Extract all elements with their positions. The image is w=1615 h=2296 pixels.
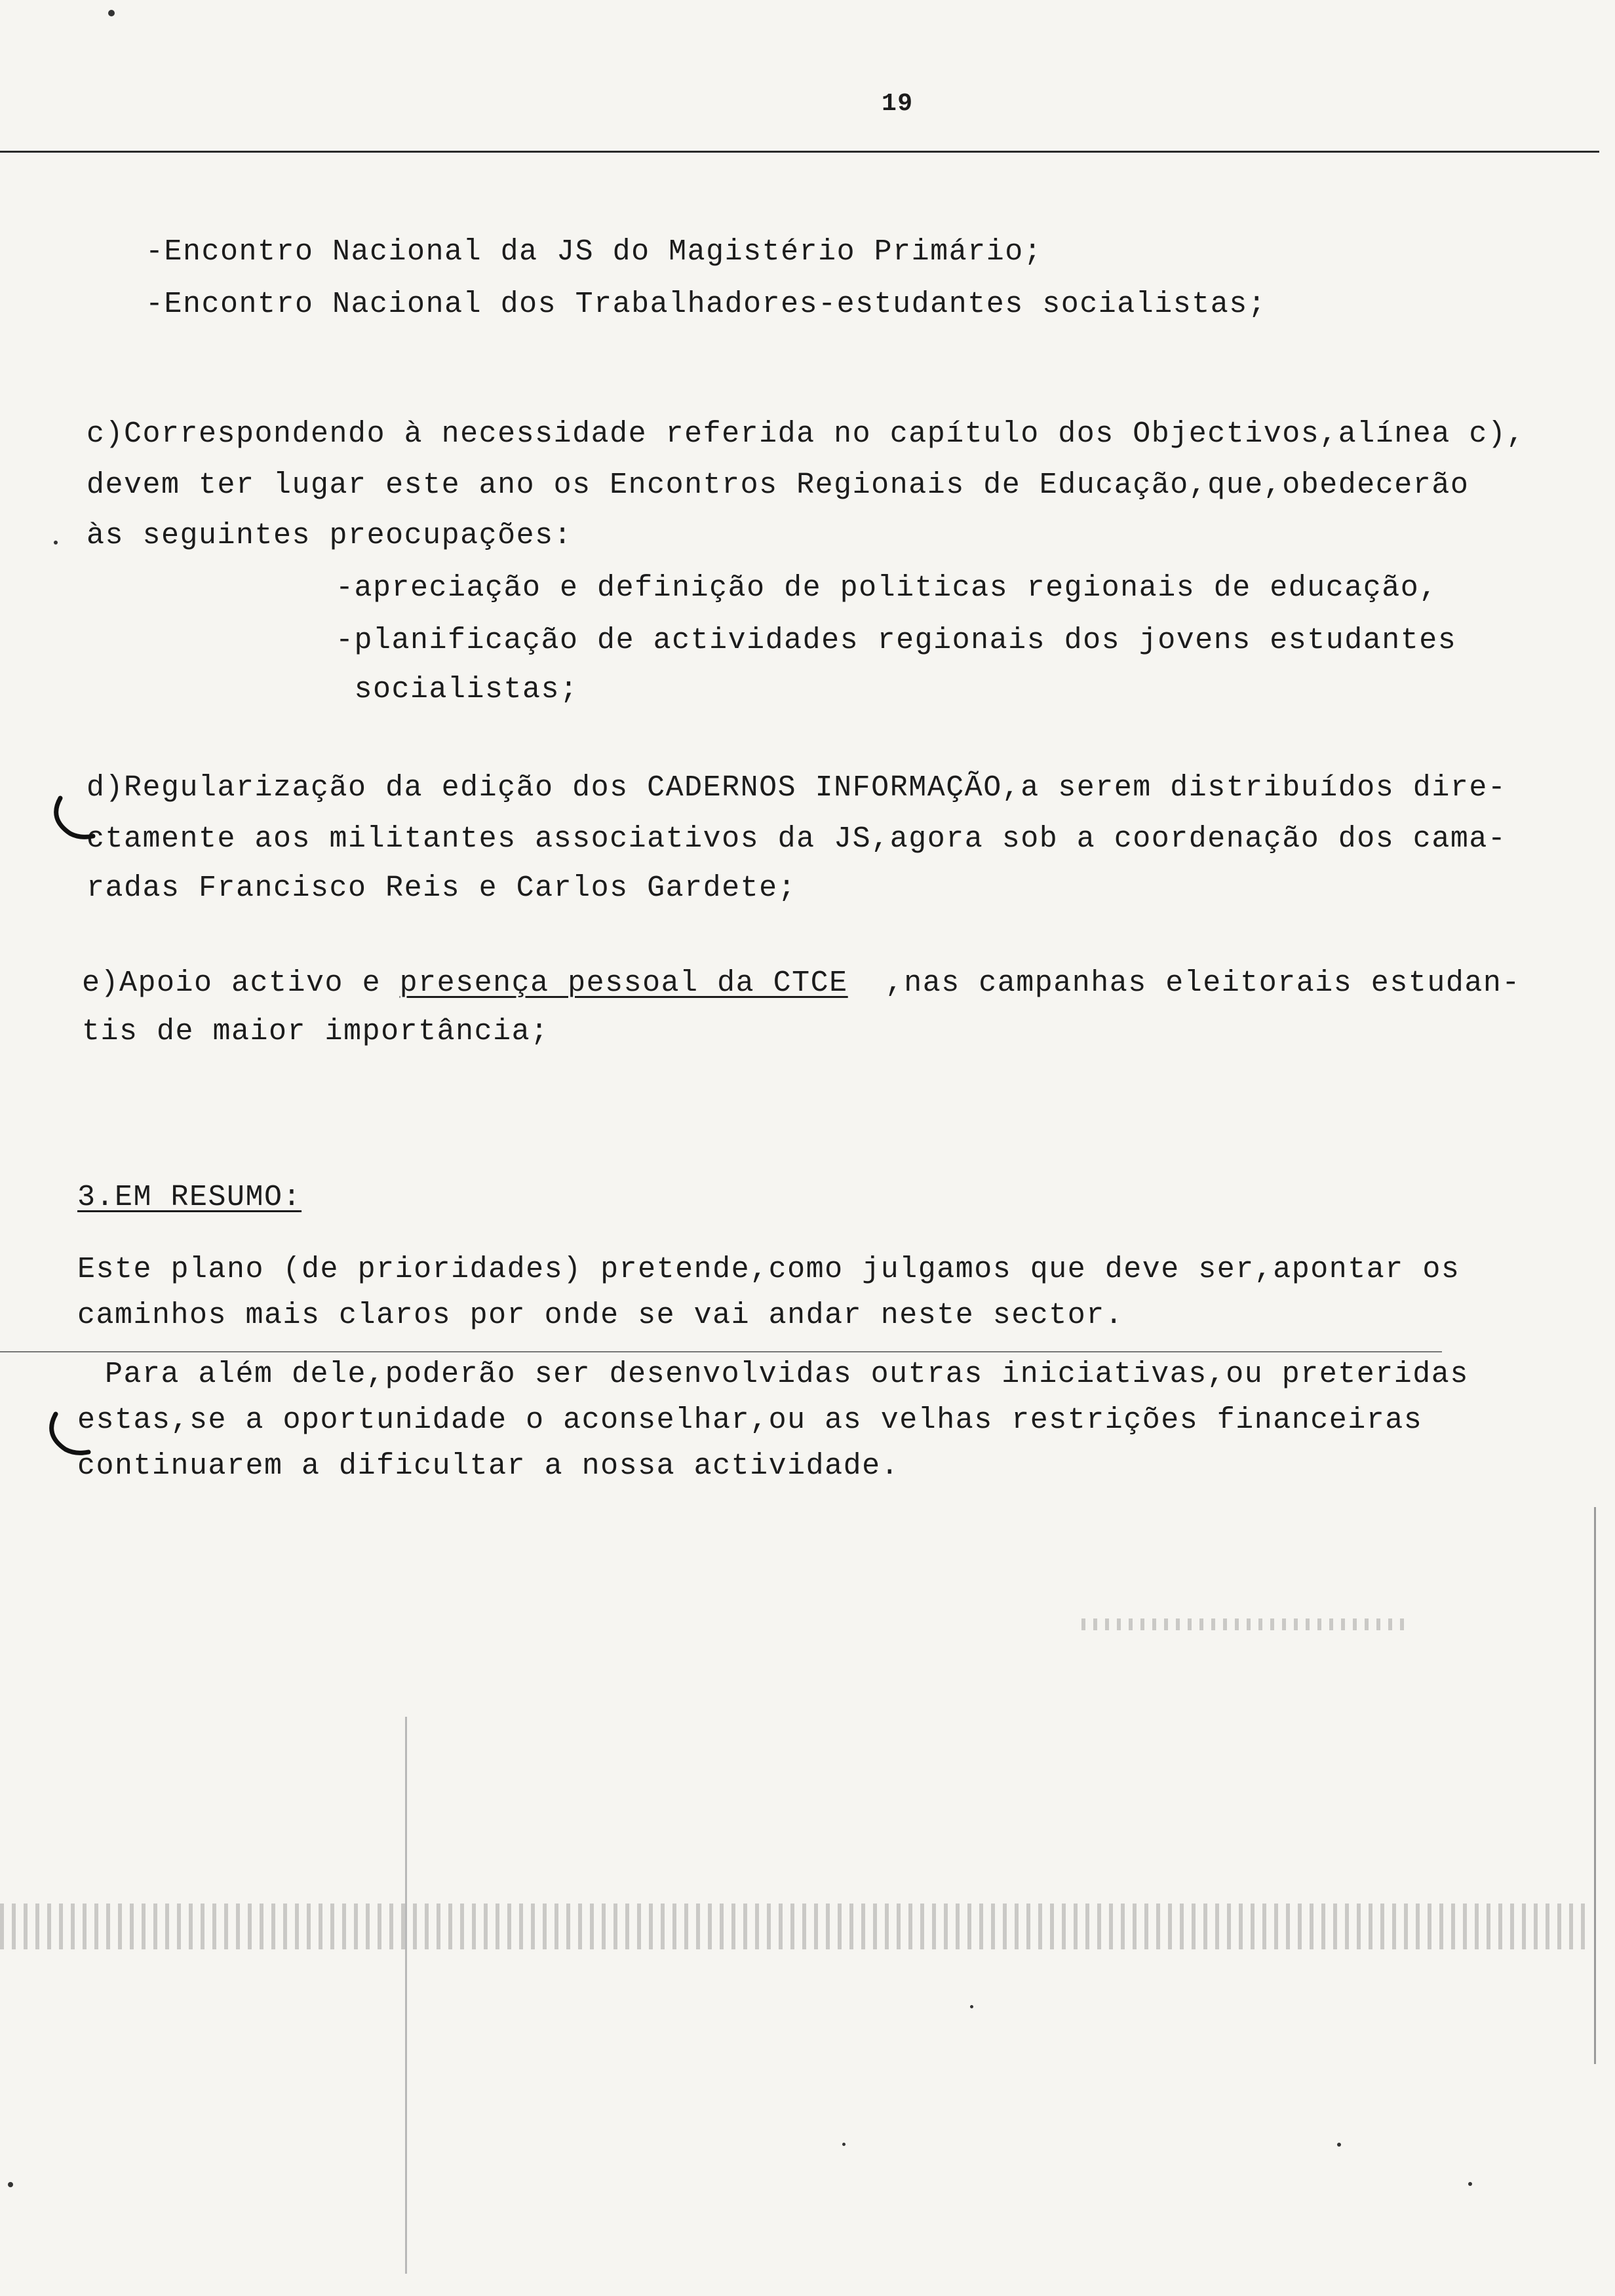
item-c-line: às seguintes preocupações: [87,519,573,552]
item-e-prefix: e)Apoio activo e [82,966,400,1000]
item-d-line: d)Regularização da edição dos CADERNOS INFORMAÇÃO,a serem distribuídos dire- [87,771,1507,805]
scan-noise [1081,1618,1409,1630]
scan-edge-line [1594,1507,1596,2064]
item-e-line [82,968,1521,998]
item-d-line: radas Francisco Reis e Carlos Gardete; [87,871,797,905]
summary-line: continuarem a dificultar a nossa actividade. [77,1449,900,1483]
summary-line: Este plano (de prioridades) pretende,como julgamos que deve ser,apontar os [77,1253,1460,1286]
list-item: -Encontro Nacional dos Trabalhadores-estudantes socialistas; [146,288,1267,321]
item-c-line: devem ter lugar este ano os Encontros Regionais de Educação,que,obedecerão [87,469,1469,502]
summary-line: caminhos mais claros por onde se vai andar neste sector. [77,1299,1124,1332]
item-e-line2: tis de maior importância; [82,1015,549,1048]
header-rule [0,151,1599,153]
summary-line: estas,se a oportunidade o aconselhar,ou as velhas restrições financeiras [77,1404,1423,1437]
item-d-line: ctamente aos militantes associativos da JS,agora sob a coordenação dos cama- [87,822,1507,856]
scan-mark-line [405,1717,407,2274]
item-c-bullet: -planificação de actividades regionais dos jovens estudantes [336,624,1457,657]
item-c-bullet: -apreciação e definição de politicas regionais de educação, [336,571,1438,605]
page-number: 19 [882,90,914,118]
item-e-suffix: ,nas campanhas eleitorais estudan- [847,966,1521,1000]
fold-line [0,1351,1442,1352]
list-item: -Encontro Nacional da JS do Magistério Primário; [146,235,1043,269]
scan-noise [0,1904,1593,1949]
item-c-bullet: socialistas; [336,673,579,706]
item-c-line: c)Correspondendo à necessidade referida no capítulo dos Objectivos,alínea c), [87,417,1525,451]
summary-line: Para além dele,poderão ser desenvolvidas outras iniciativas,ou preteridas [105,1358,1469,1391]
margin-bracket-mark [36,1409,95,1461]
item-e-underlined: presença pessoal da CTCE [399,966,848,1000]
summary-heading: 3.EM RESUMO: [77,1181,302,1214]
margin-bracket-mark [41,793,100,845]
